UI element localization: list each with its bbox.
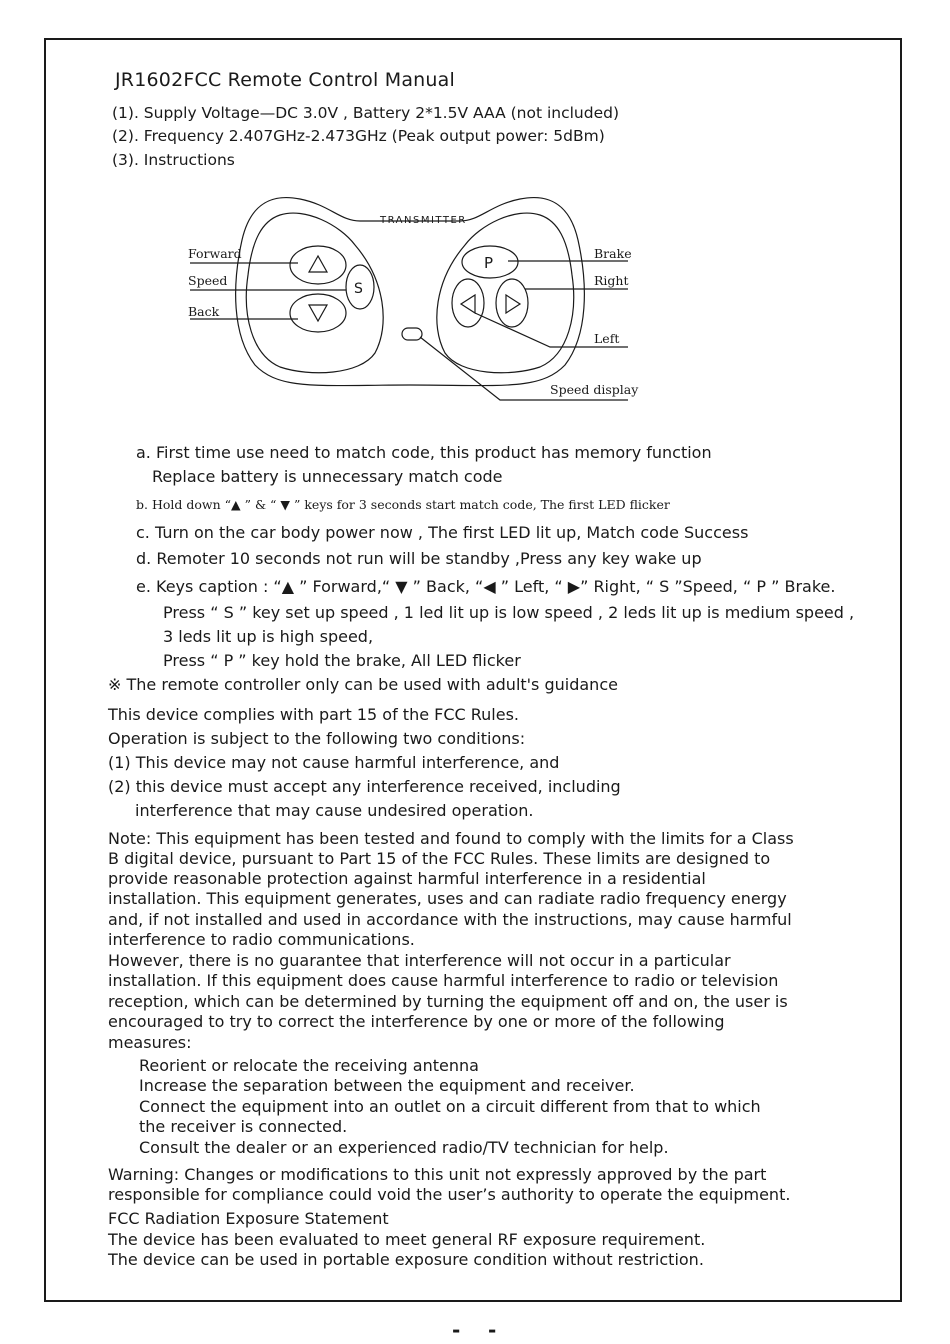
fcc-line-4: (2) this device must accept any interference received, including — [108, 777, 621, 796]
instruction-a: a. First time use need to match code, this product has memory function — [136, 443, 712, 462]
note-line: Note: This equipment has been tested and found to comply with the limits for a Class — [108, 829, 794, 848]
fcc-line-1: This device complies with part 15 of the FCC Rules. — [108, 705, 520, 724]
adult-guidance-note: ※ The remote controller only can be used with adult's guidance — [108, 675, 618, 694]
instruction-d: d. Remoter 10 seconds not run will be standby ,Press any key wake up — [136, 549, 702, 568]
instruction-a-cont: Replace battery is unnecessary match code — [152, 467, 503, 486]
note-line: installation. If this equipment does cause harmful interference to radio or television — [108, 971, 779, 990]
page-number-mark: - — [452, 1318, 461, 1342]
label-speed-display: Speed display — [550, 382, 639, 397]
instruction-c: c. Turn on the car body power now , The first LED lit up, Match code Success — [136, 523, 749, 542]
spec-voltage: (1). Supply Voltage—DC 3.0V , Battery 2*1.5V AAA (not included) — [112, 104, 620, 122]
instruction-e-speed: Press “ S ” key set up speed , 1 led lit up is low speed , 2 leds lit up is medium speed , — [163, 603, 855, 622]
speed-key-glyph: S — [354, 281, 363, 297]
note-line: encouraged to try to correct the interference by one or more of the following — [108, 1012, 725, 1031]
fcc-line-2: Operation is subject to the following two conditions: — [108, 729, 526, 748]
label-speed: Speed — [188, 273, 228, 288]
label-right: Right — [594, 273, 629, 288]
exposure-heading: FCC Radiation Exposure Statement — [108, 1209, 389, 1228]
note-line: B digital device, pursuant to Part 15 of the FCC Rules. These limits are designed to — [108, 849, 771, 868]
remote-diagram — [180, 185, 640, 415]
note-line: However, there is no guarantee that interference will not occur in a particular — [108, 951, 731, 970]
instruction-b: b. Hold down “▲ ” & “ ▼ ” keys for 3 seconds start match code, The first LED flicker — [136, 497, 670, 512]
note-line: reception, which can be determined by turning the equipment off and on, the user is — [108, 992, 788, 1011]
warning-line: responsible for compliance could void the user’s authority to operate the equipment. — [108, 1185, 791, 1204]
instruction-e: e. Keys caption : “▲ ” Forward,“ ▼ ” Back, “◀ ” Left, “ ▶” Right, “ S ”Speed, “ P ” Brake. — [136, 577, 836, 596]
remote-illustration — [180, 185, 640, 415]
spec-frequency: (2). Frequency 2.407GHz-2.473GHz (Peak output power: 5dBm) — [112, 127, 605, 145]
note-line: provide reasonable protection against harmful interference in a residential — [108, 869, 706, 888]
exposure-line: The device can be used in portable exposure condition without restriction. — [108, 1250, 704, 1269]
note-line: installation. This equipment generates, uses and can radiate radio frequency energy — [108, 889, 787, 908]
label-brake: Brake — [594, 246, 632, 261]
fcc-line-3: (1) This device may not cause harmful interference, and — [108, 753, 560, 772]
note-line: interference to radio communications. — [108, 930, 415, 949]
measure-item: Increase the separation between the equipment and receiver. — [139, 1076, 635, 1095]
note-line: measures: — [108, 1033, 192, 1052]
label-forward: Forward — [188, 246, 242, 261]
instruction-e-high: 3 leds lit up is high speed, — [163, 627, 374, 646]
measure-item: Connect the equipment into an outlet on a circuit different from that to which — [139, 1097, 761, 1116]
brake-key-glyph: P — [484, 254, 494, 272]
exposure-line: The device has been evaluated to meet general RF exposure requirement. — [108, 1230, 706, 1249]
measure-item: the receiver is connected. — [139, 1117, 348, 1136]
measure-item: Consult the dealer or an experienced radio/TV technician for help. — [139, 1138, 669, 1157]
label-left: Left — [594, 331, 620, 346]
label-back: Back — [188, 304, 220, 319]
spec-instructions-heading: (3). Instructions — [112, 151, 235, 169]
note-line: and, if not installed and used in accordance with the instructions, may cause harmful — [108, 910, 792, 929]
fcc-line-5: interference that may cause undesired operation. — [135, 801, 534, 820]
instruction-e-brake: Press “ P ” key hold the brake, All LED flicker — [163, 651, 521, 670]
measure-item: Reorient or relocate the receiving antenna — [139, 1056, 479, 1075]
brand-label: TRANSMITTER — [380, 215, 467, 226]
warning-line: Warning: Changes or modifications to this unit not expressly approved by the part — [108, 1165, 767, 1184]
page-number-mark: - — [488, 1318, 497, 1342]
manual-title: JR1602FCC Remote Control Manual — [115, 69, 455, 91]
